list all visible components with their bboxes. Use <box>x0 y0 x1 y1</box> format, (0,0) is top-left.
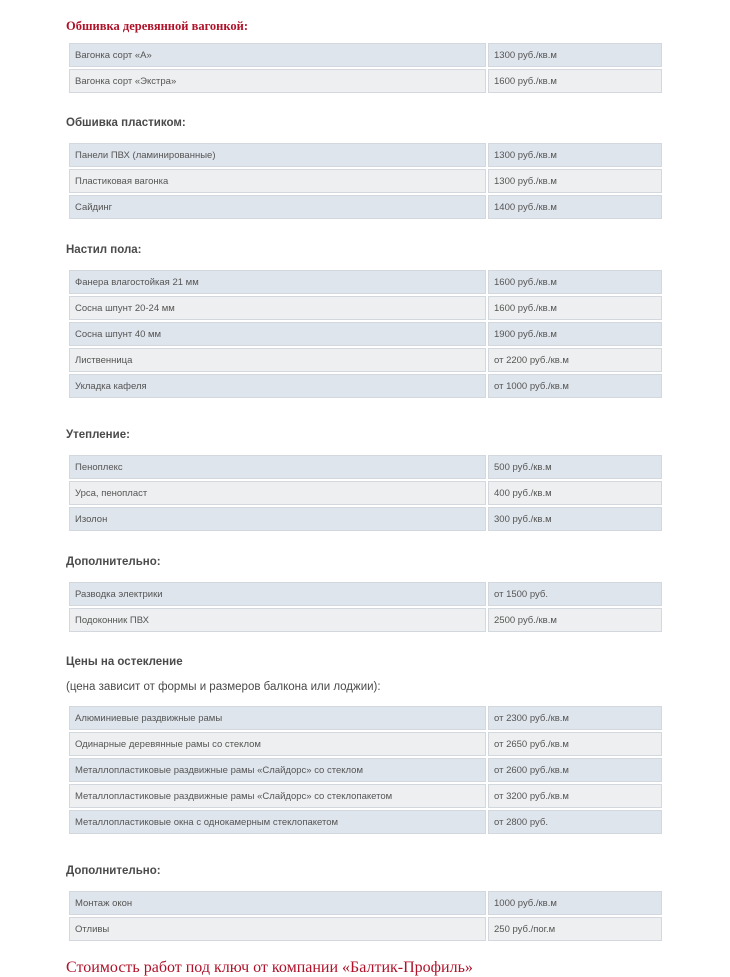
section-title-insulation: Утепление: <box>66 429 130 441</box>
item-name: Подоконник ПВХ <box>68 607 487 633</box>
price-table-additional-2 <box>67 889 664 943</box>
item-price: 1000 руб./кв.м <box>487 890 663 916</box>
item-price: 1900 руб./кв.м <box>487 321 663 347</box>
item-price: 400 руб./кв.м <box>487 480 663 506</box>
table-row <box>68 321 663 347</box>
price-table-floor <box>67 268 664 400</box>
item-name: Металлопластиковые раздвижные рамы «Слайдорс» со стеклопакетом <box>68 783 487 809</box>
item-name: Вагонка сорт «А» <box>68 42 487 68</box>
item-price: 500 руб./кв.м <box>487 454 663 480</box>
item-price: от 3200 руб./кв.м <box>487 783 663 809</box>
item-price: 1600 руб./кв.м <box>487 269 663 295</box>
item-price: 2500 руб./кв.м <box>487 607 663 633</box>
item-name: Лиственница <box>68 347 487 373</box>
item-name: Сайдинг <box>68 194 487 220</box>
table-row <box>68 347 663 373</box>
table-row <box>68 42 663 68</box>
item-price: 300 руб./кв.м <box>487 506 663 532</box>
item-price: 1600 руб./кв.м <box>487 68 663 94</box>
item-name: Монтаж окон <box>68 890 487 916</box>
item-name: Урса, пенопласт <box>68 480 487 506</box>
section-title-wood: Обшивка деревянной вагонкой: <box>66 19 249 33</box>
item-price: 250 руб./пог.м <box>487 916 663 942</box>
item-name: Укладка кафеля <box>68 373 487 399</box>
item-name: Панели ПВХ (ламинированные) <box>68 142 487 168</box>
table-row <box>68 581 663 607</box>
item-name: Вагонка сорт «Экстра» <box>68 68 487 94</box>
table-row <box>68 506 663 532</box>
glazing-note: (цена зависит от формы и размеров балкона или лоджии): <box>66 681 381 693</box>
item-name: Пеноплекс <box>68 454 487 480</box>
item-price: 1400 руб./кв.м <box>487 194 663 220</box>
table-row <box>68 809 663 835</box>
section-title-glazing: Цены на остекление <box>66 656 183 668</box>
item-price: от 2650 руб./кв.м <box>487 731 663 757</box>
item-price: от 2600 руб./кв.м <box>487 757 663 783</box>
item-price: от 1000 руб./кв.м <box>487 373 663 399</box>
table-row <box>68 168 663 194</box>
table-row <box>68 194 663 220</box>
price-table-wood <box>67 41 664 95</box>
table-row <box>68 68 663 94</box>
section-title-plastic: Обшивка пластиком: <box>66 117 186 129</box>
item-name: Сосна шпунт 20-24 мм <box>68 295 487 321</box>
item-name: Металлопластиковые окна с однокамерным стеклопакетом <box>68 809 487 835</box>
table-row <box>68 890 663 916</box>
section-title-floor: Настил пола: <box>66 244 142 256</box>
item-price: 1600 руб./кв.м <box>487 295 663 321</box>
item-name: Алюминиевые раздвижные рамы <box>68 705 487 731</box>
table-row <box>68 607 663 633</box>
item-name: Фанера влагостойкая 21 мм <box>68 269 487 295</box>
item-name: Разводка электрики <box>68 581 487 607</box>
table-row <box>68 454 663 480</box>
item-name: Одинарные деревянные рамы со стеклом <box>68 731 487 757</box>
item-price: от 2300 руб./кв.м <box>487 705 663 731</box>
section-title-additional-2: Дополнительно: <box>66 865 161 877</box>
table-row <box>68 373 663 399</box>
section-title-additional: Дополнительно: <box>66 556 161 568</box>
price-table-insulation <box>67 453 664 533</box>
item-price: 1300 руб./кв.м <box>487 42 663 68</box>
item-name: Отливы <box>68 916 487 942</box>
table-row <box>68 757 663 783</box>
table-row <box>68 142 663 168</box>
table-row <box>68 705 663 731</box>
price-table-additional <box>67 580 664 634</box>
item-price: от 2800 руб. <box>487 809 663 835</box>
item-name: Металлопластиковые раздвижные рамы «Слайдорс» со стеклом <box>68 757 487 783</box>
item-price: 1300 руб./кв.м <box>487 168 663 194</box>
table-row <box>68 480 663 506</box>
item-price: 1300 руб./кв.м <box>487 142 663 168</box>
item-name: Пластиковая вагонка <box>68 168 487 194</box>
table-row <box>68 916 663 942</box>
table-row <box>68 783 663 809</box>
price-table-plastic <box>67 141 664 221</box>
item-name: Изолон <box>68 506 487 532</box>
footer-heading: Стоимость работ под ключ от компании «Балтик-Профиль» <box>66 959 473 976</box>
table-row <box>68 731 663 757</box>
item-price: от 1500 руб. <box>487 581 663 607</box>
item-name: Сосна шпунт 40 мм <box>68 321 487 347</box>
price-table-glazing <box>67 704 664 836</box>
table-row <box>68 269 663 295</box>
table-row <box>68 295 663 321</box>
item-price: от 2200 руб./кв.м <box>487 347 663 373</box>
